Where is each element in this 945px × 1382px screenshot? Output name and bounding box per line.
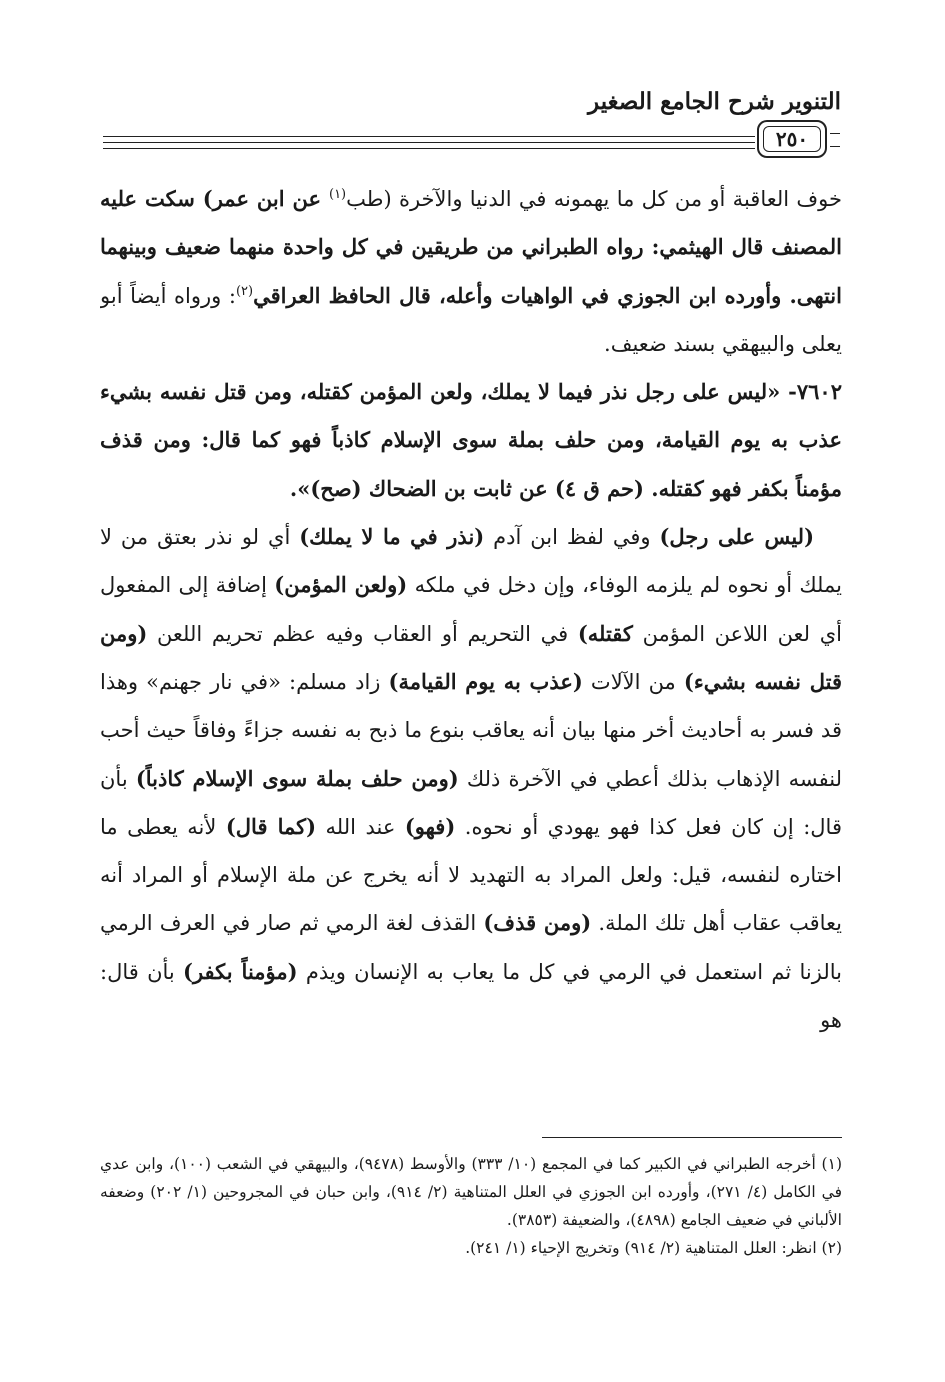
header-rule-end (830, 133, 840, 147)
running-title: التنوير شرح الجامع الصغير (588, 88, 841, 115)
header-rule (103, 148, 755, 149)
page-number-frame (757, 120, 827, 158)
header-rule (103, 136, 755, 137)
commentary-paragraph: (ليس على رجل) وفي لفظ ابن آدم (نذر في ما لا يملك) أي لو نذر بعتق من لا يملك أو نحوه لم يلزمه الوفاء، وإن دخل في ملكه (ولعن المؤمن) إضافة إلى المفعول أي لعن اللاعن المؤمن كقتله) في التحريم أو العقاب وفيه عظم تحريم اللعن (ومن قتل نفسه بشيء) من الآلات (عذب به يوم القيامة) زاد مسلم: «في نار جهنم» وهذا قد فسر به أحاديث أخر منها بيان أنه يعاقب بنوع ما ذبح به نفسه جزاءً وفاقاً حيث أحب لنفسه الإذهاب بذلك أعطي في الآخرة ذلك (ومن حلف بملة سوى الإسلام كاذباً) بأن قال: إن كان فعل كذا فهو يهودي أو نحوه. (فهو) عند الله (كما قال) لأنه يعطى ما اختاره لنفسه، قيل: ولعل المراد به التهديد لا أنه يخرج عن ملة الإسلام أو المراد أنه يعاقب عقاب أهل تلك الملة. (ومن قذف) القذف لغة الرمي ثم صار في العرف الرمي بالزنا ثم استعمل في الرمي في كل ما يعاب به الإنسان ويذم (مؤمناً بكفر) بأن قال: هو (100, 524, 842, 1033)
footnote-2: (٢) انظر: العلل المتناهية (٢/ ٩١٤) وتخريج الإحياء (١/ ٢٤١). (465, 1239, 842, 1257)
footnote-ref[interactable]: (٢) (235, 283, 254, 299)
hadith-text: ٧٦٠٢- «ليس على رجل نذر فيما لا يملك، ولعن المؤمن كقتله، ومن قتل نفسه بشيء عذب به يوم القيامة، ومن حلف بملة سوى الإسلام كاذباً فهو كما قال: ومن قذف مؤمناً بكفر فهو كقتله. (حم ق ٤) عن ثابت بن الضحاك (صح)». (100, 379, 842, 501)
header-rule (103, 142, 755, 143)
footnotes (100, 1150, 842, 1262)
paragraph: خوف العاقبة أو من كل ما يهمونه في الدنيا والآخرة (طب$^{(١)}$ عن ابن عمر) سكت عليه المصنف قال الهيثمي: رواه الطبراني من طريقين في كل واحدة منهما ضعيف وبينهما انتهى. وأورده ابن الجوزي في الواهيات وأعله، قال الحافظ العراقي$^{(٢)}$: ورواه أيضاً أبو يعلى والبيهقي بسند ضعيف. (100, 186, 842, 356)
footnote-1: (١) أخرجه الطبراني في الكبير كما في المجمع (١٠/ ٣٣٣) والأوسط (٩٤٧٨)، والبيهقي في الشعب (١٠٠)، وابن عدي في الكامل (٤/ ٢٧١)، وأورده ابن الجوزي في العلل المتناهية (٢/ ٩١٤)، وابن حبان في المجروحين (١/ ٢٠٢) وضعفه الألباني في ضعيف الجامع (٤٨٩٨)، والضعيفة (٣٨٥٣). (100, 1155, 843, 1229)
footnote-separator (542, 1137, 842, 1138)
footnote-ref[interactable]: (١) (328, 187, 347, 202)
main-text (100, 175, 842, 1095)
page-number: ٢٥٠ (763, 126, 821, 152)
